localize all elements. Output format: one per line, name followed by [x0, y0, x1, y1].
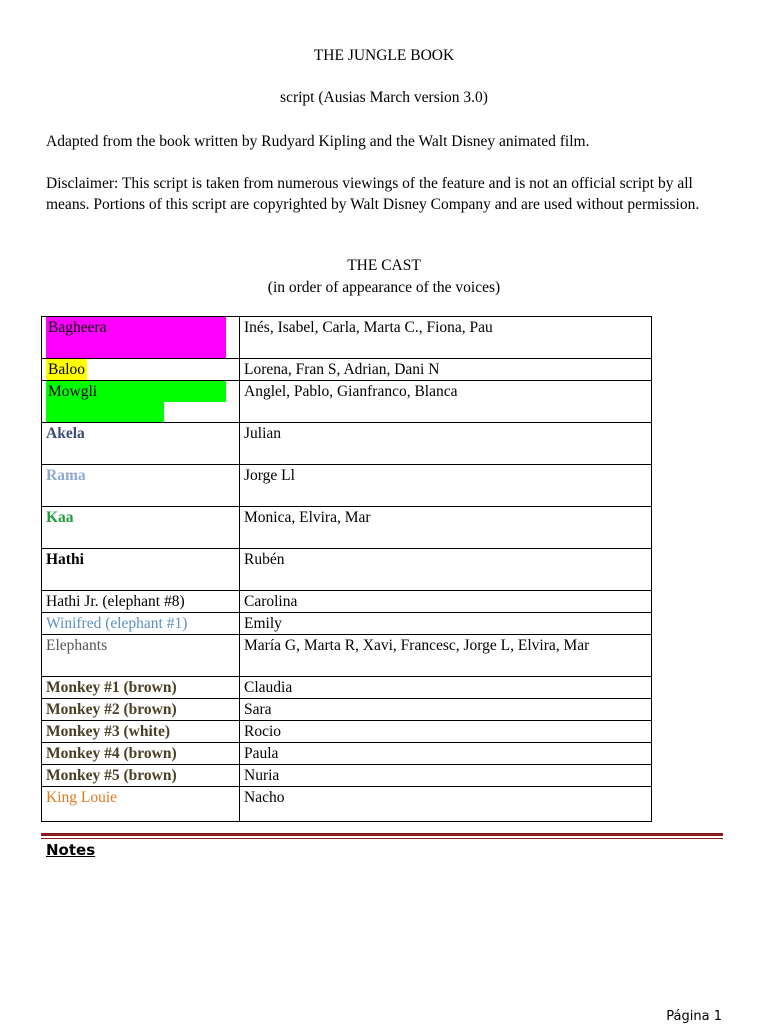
cast-row [42, 765, 652, 787]
cast-role-cell [42, 507, 240, 549]
cast-role: Monkey #2 (brown) [46, 701, 177, 718]
cast-row [42, 677, 652, 699]
document-title: THE JUNGLE BOOK [313, 47, 455, 64]
cast-actors: Emily [240, 613, 652, 635]
cast-role-cell [42, 423, 240, 465]
cast-actors: Julian [240, 423, 652, 465]
cast-actors: Inés, Isabel, Carla, Marta C., Fiona, Pau [240, 317, 652, 359]
cast-actors: Lorena, Fran S, Adrian, Dani N [240, 359, 652, 381]
mowgli-highlight-tail [46, 402, 164, 422]
cast-actors: Carolina [240, 591, 652, 613]
cast-subtitle: (in order of appearance of the voices) [267, 279, 501, 296]
cast-actors: Jorge Ll [240, 465, 652, 507]
cast-role-cell [42, 613, 240, 635]
cast-actors: Monica, Elvira, Mar [240, 507, 652, 549]
notes-heading: Notes [46, 841, 96, 859]
cast-actors: Nuria [240, 765, 652, 787]
cast-actors: Paula [240, 743, 652, 765]
cast-row [42, 317, 652, 359]
cast-role-cell [42, 721, 240, 743]
cast-role-cell [42, 317, 240, 359]
cast-actors: Rocio [240, 721, 652, 743]
cast-role: Monkey #5 (brown) [46, 767, 177, 784]
cast-role-cell [42, 591, 240, 613]
cast-role: Monkey #4 (brown) [46, 745, 177, 762]
cast-role: Bagheera [46, 317, 226, 358]
cast-actors: Nacho [240, 787, 652, 822]
cast-role-cell [42, 359, 240, 381]
cast-actors: Sara [240, 699, 652, 721]
cast-row [42, 465, 652, 507]
cast-role-cell [42, 743, 240, 765]
cast-actors: Rubén [240, 549, 652, 591]
cast-row [42, 613, 652, 635]
cast-role-cell [42, 765, 240, 787]
cast-row [42, 635, 652, 677]
adapted-note: Adapted from the book written by Rudyard Kipling and the Walt Disney animated film. [46, 133, 590, 150]
cast-row [42, 549, 652, 591]
cast-role: Elephants [46, 637, 108, 654]
cast-actors: Anglel, Pablo, Gianfranco, Blanca [240, 381, 652, 423]
cast-row [42, 699, 652, 721]
page-number: Página 1 [666, 1009, 722, 1024]
cast-row [42, 359, 652, 381]
notes-divider [41, 833, 723, 836]
cast-row [42, 507, 652, 549]
cast-row [42, 423, 652, 465]
cast-role: Monkey #3 (white) [46, 723, 170, 740]
cast-role: Baloo [48, 361, 86, 378]
cast-role-cell [42, 635, 240, 677]
cast-role-cell [42, 787, 240, 822]
cast-row [42, 743, 652, 765]
cast-role: Akela [46, 425, 85, 442]
cast-role: Hathi Jr. (elephant #8) [46, 593, 185, 610]
script-version: script (Ausias March version 3.0) [280, 89, 488, 106]
disclaimer-paragraph: Disclaimer: This script is taken from numerous viewings of the feature and is not an official script by all means. Portions of this script are copyrighted by Walt Disney Company and are used without permission. [46, 175, 700, 213]
cast-heading [0, 255, 768, 299]
cast-table-body [42, 317, 652, 822]
notes-divider-thin [41, 838, 723, 839]
cast-row [42, 721, 652, 743]
cast-role: Rama [46, 467, 86, 484]
cast-actors: Claudia [240, 677, 652, 699]
cast-role: Kaa [46, 509, 74, 526]
cast-role: Monkey #1 (brown) [46, 679, 177, 696]
cast-role: Hathi [46, 551, 84, 568]
cast-row [42, 381, 652, 423]
cast-role-cell [42, 677, 240, 699]
cast-role: King Louie [46, 789, 118, 806]
cast-row [42, 787, 652, 822]
cast-actors: María G, Marta R, Xavi, Francesc, Jorge L, Elvira, Mar [240, 635, 652, 677]
cast-role-cell [42, 549, 240, 591]
cast-table [41, 316, 652, 822]
cast-role-cell [42, 381, 240, 423]
cast-row [42, 591, 652, 613]
cast-title: THE CAST [347, 257, 421, 274]
cast-role-cell [42, 465, 240, 507]
cast-role: Mowgli [46, 381, 226, 402]
cast-role-cell [42, 699, 240, 721]
cast-role: Winifred (elephant #1) [46, 615, 188, 632]
